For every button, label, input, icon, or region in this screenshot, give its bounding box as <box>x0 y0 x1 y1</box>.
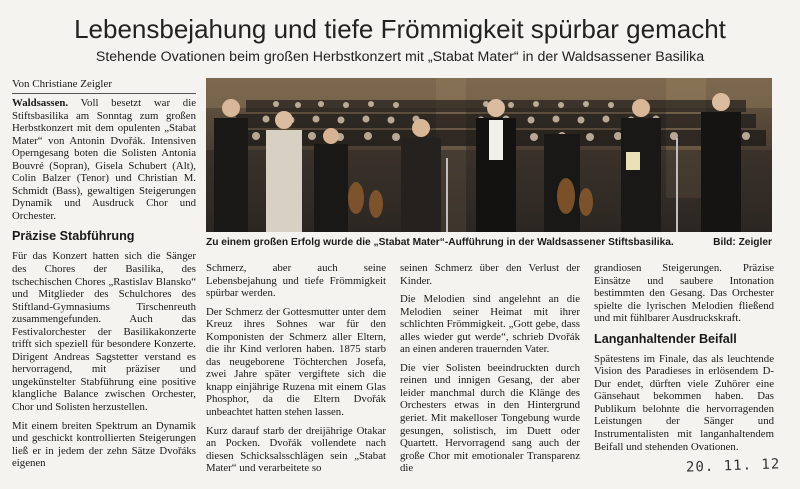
article-headline: Lebensbejahung und tiefe Frömmigkeit spürbar gemacht <box>74 14 726 44</box>
section-heading-stabfuehrung: Präzise Stabführung <box>12 229 135 244</box>
text-column-1 <box>12 97 196 476</box>
paragraph: Der Schmerz der Gottesmutter unter dem Kreuz ihres Sohnes war für den Komponisten der Schmerz aller Eltern, die ihr Kind verloren haben. 1875 starb das neugeborene Töchterchen Josefa, zwei Jahre später vergiftete sich die knapp einjährige Ruzena mit einem Glas Phosphor, da die Eltern Dvořák unbeachtet hatten stehen lassen. <box>206 305 386 419</box>
text-column-4 <box>594 262 774 459</box>
concert-photo <box>206 78 772 232</box>
paragraph-intro <box>12 97 196 222</box>
article-subheadline: Stehende Ovationen beim großen Herbstkonzert mit „Stabat Mater“ in der Waldsassener Basilika <box>95 49 705 65</box>
paragraph: seinen Schmerz über den Verlust der Kinder. <box>400 262 580 287</box>
text-column-3 <box>400 262 580 481</box>
section-heading-beifall: Langanhaltender Beifall <box>594 331 737 346</box>
photo-caption <box>206 236 772 249</box>
paragraph: Kurz darauf starb der dreijährige Otakar an Pocken. Dvořák vollendete nach diesen Schicksalsschlägen sein „Stabat Mater“ und verarbeitete so <box>206 424 386 475</box>
handwritten-date: 20. 11. 12 <box>685 456 781 476</box>
caption-text: Zu einem großen Erfolg wurde die „Stabat Mater“-Aufführung in der Waldsassener Stiftsbasilika. <box>206 237 674 248</box>
paragraph: grandiosen Steigerungen. Präzise Einsätze und saubere Intonation bestimmten den Gesang. Das Orchester spielte die lyrischen Melodien fließend und mit fühlbarer Ausdruckskraft. <box>594 262 774 325</box>
photo-credit: Bild: Zeigler <box>713 237 772 248</box>
paragraph: Mit einem breiten Spektrum an Dynamik und geschickt kontrollierten Steigerungen ließ er in jedem der zehn Sätze Dvořáks eigenen <box>12 419 196 470</box>
paragraph: Spätestens im Finale, das als leuchtende Vision des Paradieses in erlösendem D-Dur endet, dürften viele Zuhörer eine Gänsehaut bekommen haben. Das Publikum belohnte die hervorragenden Leistungen der Sänger und Instrumentalisten mit langanhaltendem Beifall und stehenden Ovationen. <box>594 352 774 453</box>
paragraph: Für das Konzert hatten sich die Sänger des Chores der Basilika, des tschechischen Chores „Rastislav Blansko“ und Mitglieder des Schulchores des Stiftland-Gymnasiums Tirschenreuth zusammengefunden. Auch das Festivalorchester der Basilikakonzerte trifft sich speziell für besondere Konzerte. Dirigent Andreas Sagstetter verstand es hervorragend, mit präziser und ungekünstelter Stabführung eine positive klangliche Balance zwischen Orchester, Chor und Solisten herzustellen. <box>12 250 196 414</box>
paragraph: Die Melodien sind angelehnt an die Melodien seiner Heimat mit ihrer schlichten Frömmigkeit. „Gott gebe, dass alles wieder gut werde“, schrieb Dvořák an einen anderen trauernden Vater. <box>400 293 580 356</box>
author-byline: Von Christiane Zeigler <box>12 78 196 94</box>
paragraph-intro-text: Voll besetzt war die Stiftsbasilika am Sonntag zum großen Herbstkonzert mit dem opulenten „Stabat Mater“ von Antonin Dvořák. Intensiven Operngesang boten die Solisten Antonia Bouvré (Sopran), Gisela Schubert (Alt), Colin Balzer (Tenor) und Christian M. Schmidt (Bass), gewaltigen Steigerungen Dynamik und Ausdruck Chor und Orchester. <box>12 97 196 222</box>
dateline: Waldsassen. <box>12 97 69 109</box>
paragraph: Schmerz, aber auch seine Lebensbejahung und tiefe Frömmigkeit spürbar werden. <box>206 262 386 300</box>
text-column-2 <box>206 262 386 481</box>
paragraph: Die vier Solisten beeindruckten durch reinen und innigen Gesang, der aber leider manchmal durch die Klänge des Orchesters etwas in den Hintergrund geriet. Mit makelloser Tongebung wurde gesungen, solistisch, im Duett oder Quartett. Hervorragend sang auch der große Chor mit emotionaler Transparenz die <box>400 361 580 475</box>
